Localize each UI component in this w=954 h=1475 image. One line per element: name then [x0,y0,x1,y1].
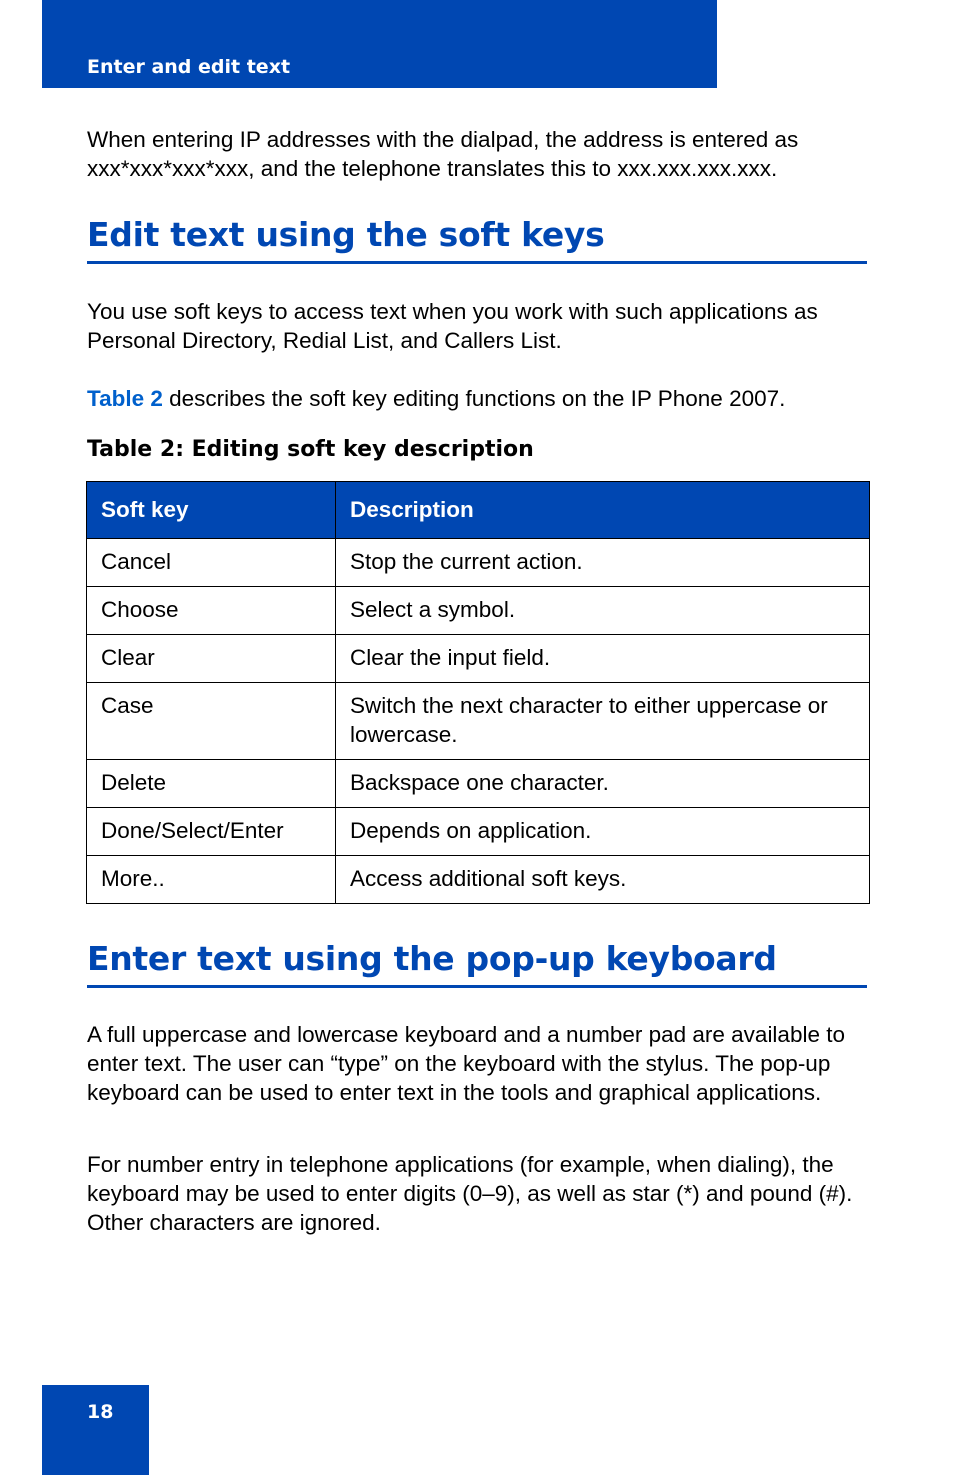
soft-key-cell: Choose [87,587,336,635]
soft-key-cell: Delete [87,760,336,808]
soft-key-cell: Clear [87,635,336,683]
section-heading-pop-up-keyboard: Enter text using the pop-up keyboard [87,939,867,988]
description-cell: Depends on application. [336,808,870,856]
table-reference-paragraph [87,384,877,413]
header-title: Enter and edit text [87,56,291,78]
soft-key-cell: Done/Select/Enter [87,808,336,856]
soft-key-table [86,481,870,904]
table-row [87,539,870,587]
footer-page-box [42,1385,149,1475]
table-row [87,808,870,856]
keyboard-paragraph-1: A full uppercase and lowercase keyboard and a number pad are available to enter text. The user can “type” on the keyboard with the stylus. The pop-up keyboard can be used to enter text in the tools and graphical applications. [87,1022,845,1105]
description-cell: Access additional soft keys. [336,856,870,904]
column-header-soft-key: Soft key [87,482,336,539]
table-header-row [87,482,870,539]
description-cell: Clear the input field. [336,635,870,683]
section-heading-soft-keys: Edit text using the soft keys [87,215,867,264]
table-caption: Table 2: Editing soft key description [87,437,534,462]
keyboard-paragraph-2: For number entry in telephone applications (for example, when dialing), the keyboard may be used to enter digits (0–9), as well as star (*) and pound (#). Other characters are ignored. [87,1152,853,1235]
soft-key-cell: More.. [87,856,336,904]
description-cell: Switch the next character to either uppercase or lowercase. [336,683,870,760]
description-cell: Backspace one character. [336,760,870,808]
table-row [87,760,870,808]
page-number: 18 [87,1401,114,1423]
soft-keys-paragraph: You use soft keys to access text when you work with such applications as Personal Directory, Redial List, and Callers List. [87,299,818,353]
table-row [87,683,870,760]
description-cell: Stop the current action. [336,539,870,587]
intro-paragraph: When entering IP addresses with the dialpad, the address is entered as xxx*xxx*xxx*xxx, and the telephone translates this to xxx.xxx.xxx.xxx. [87,127,799,181]
soft-key-cell: Cancel [87,539,336,587]
table-reference-text: describes the soft key editing functions on the IP Phone 2007. [162,386,786,411]
table-2-link[interactable]: Table 2 [87,386,163,411]
table-row [87,856,870,904]
description-cell: Select a symbol. [336,587,870,635]
table-row [87,635,870,683]
table-row [87,587,870,635]
soft-key-cell: Case [87,683,336,760]
column-header-description: Description [336,482,870,539]
header-bar [42,0,717,88]
